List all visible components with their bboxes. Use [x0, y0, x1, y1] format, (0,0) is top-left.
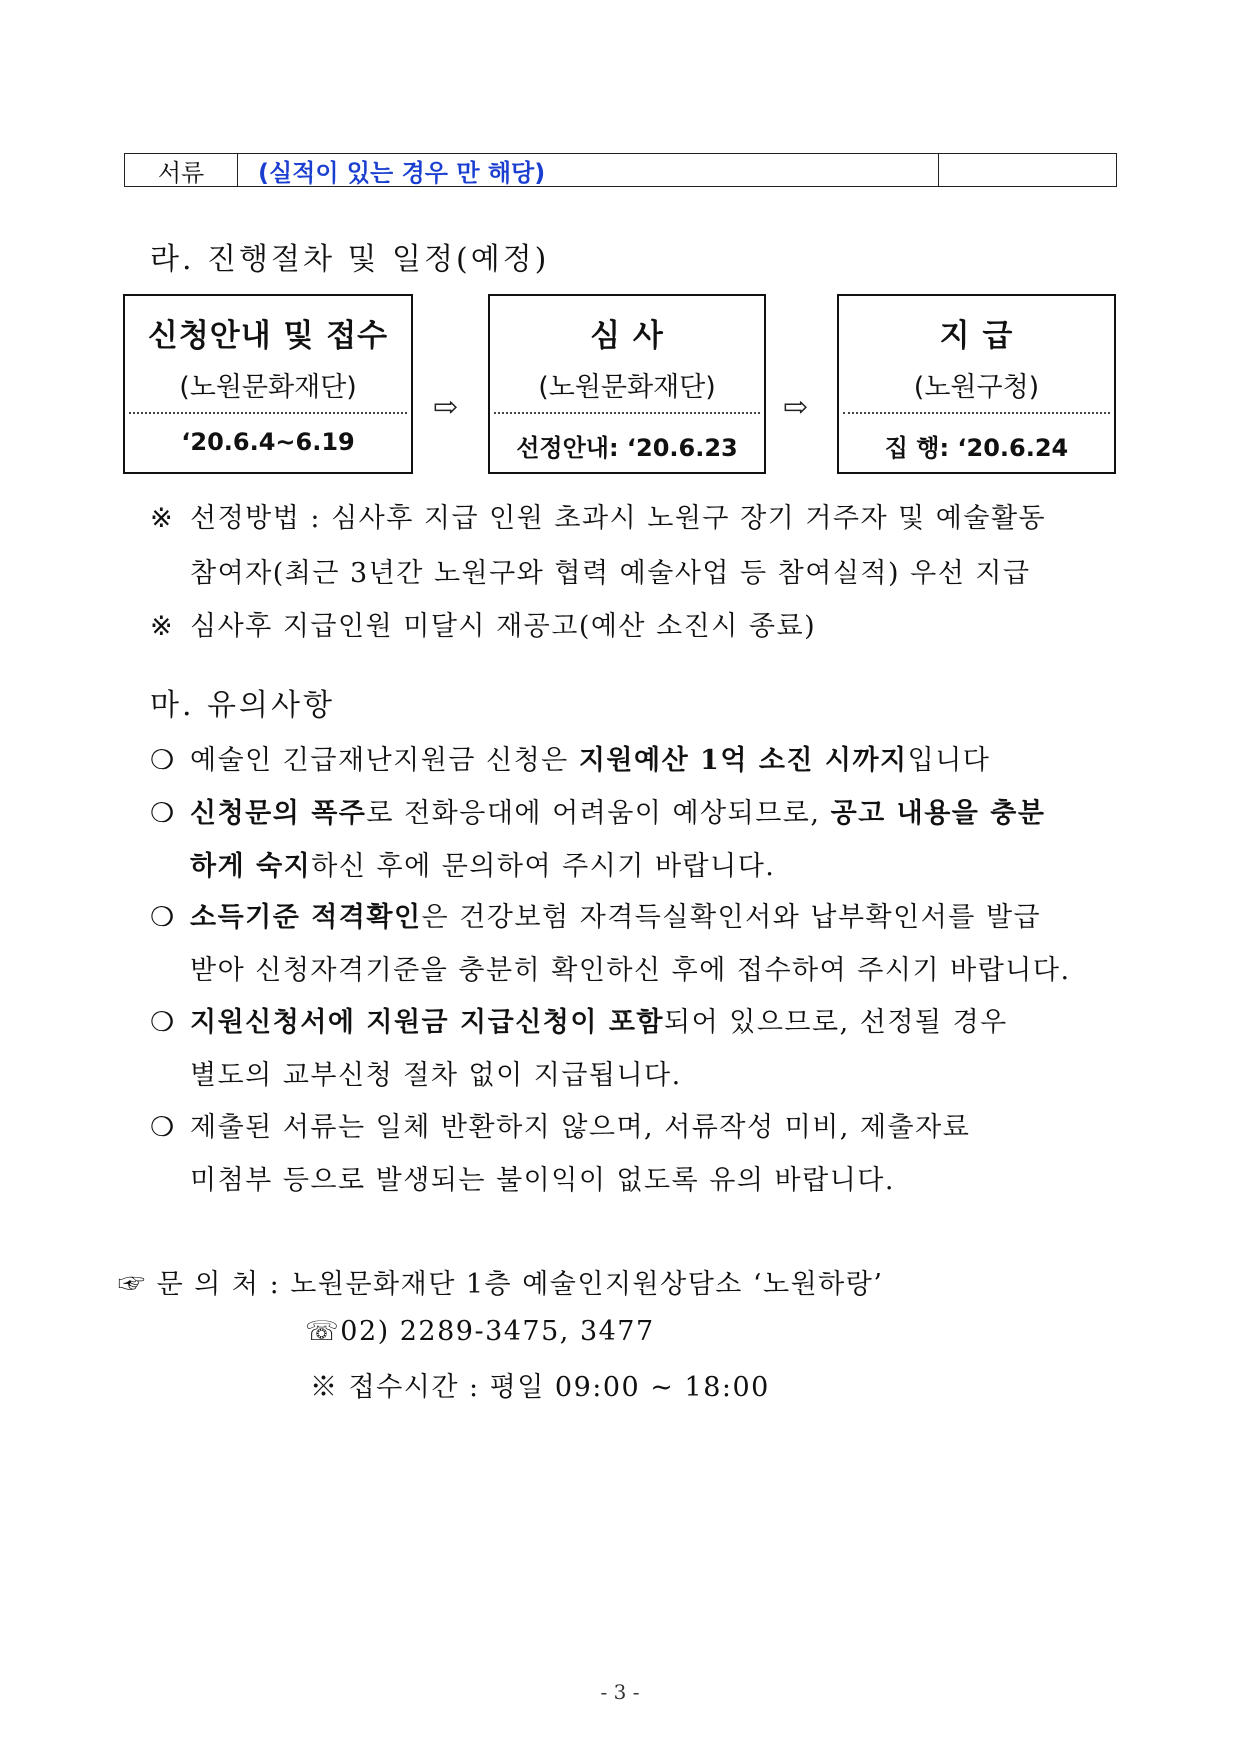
reference-mark: ※: [150, 611, 175, 642]
caution-item-1: [150, 738, 990, 777]
caution-item-4-cont: 별도의 교부신청 절차 없이 지급됩니다.: [190, 1060, 682, 1091]
process-step-title: 신청안내 및 접수: [147, 318, 389, 354]
process-step-payment: [837, 294, 1116, 474]
caution-item-3: [150, 895, 1041, 934]
bullet-circle-icon: ❍: [150, 798, 176, 829]
caution-emphasis: 하게 숙지: [190, 851, 312, 882]
process-step-org: (노원문화재단): [538, 372, 716, 403]
process-step-org: (노원문화재단): [179, 372, 357, 403]
caution-text: 되어 있으므로, 선정될 경우: [664, 1007, 1008, 1038]
dotted-divider: [843, 412, 1110, 414]
caution-emphasis: 공고 내용을 충분: [830, 798, 1046, 829]
process-step-review: [488, 294, 766, 474]
caution-text: 예술인 긴급재난지원금 신청은: [190, 745, 579, 776]
caution-item-2-cont: [190, 844, 775, 883]
process-step-title: 심 사: [590, 318, 664, 354]
table-note-cell: (실적이 있는 경우 만 해당): [238, 154, 939, 186]
table-label-cell: 서류: [125, 154, 238, 186]
process-step-date: 선정안내: ‘20.6.23: [516, 434, 738, 462]
process-step-title: 지 급: [939, 318, 1014, 354]
phone-icon: ☏: [305, 1316, 341, 1347]
caution-text: 제출된 서류는 일체 반환하지 않으며, 서류작성 미비, 제출자료: [190, 1112, 971, 1143]
process-step-date: ‘20.6.4~6.19: [181, 428, 355, 456]
caution-item-5-cont: 미첨부 등으로 발생되는 불이익이 없도록 유의 바랍니다.: [190, 1165, 895, 1196]
note-readvertise: [150, 604, 816, 643]
section-title-cautions: 마. 유의사항: [150, 688, 335, 723]
contact-line: [118, 1262, 883, 1301]
caution-emphasis: 소득기준 적격확인: [190, 902, 422, 933]
caution-item-4: [150, 1000, 1008, 1039]
section-title-procedure: 라. 진행절차 및 일정(예정): [150, 242, 550, 277]
bullet-circle-icon: ❍: [150, 902, 176, 933]
reference-mark: ※: [150, 503, 175, 534]
caution-item-5: [150, 1105, 970, 1144]
pointing-hand-icon: ☞: [118, 1269, 147, 1300]
caution-emphasis: 지원신청서에 지원금 지급신청이 포함: [190, 1007, 665, 1038]
bullet-circle-icon: ❍: [150, 1007, 176, 1038]
caution-emphasis: 신청문의 폭주: [190, 798, 367, 829]
bullet-circle-icon: ❍: [150, 1112, 176, 1143]
caution-text: 은 건강보험 자격득실확인서와 납부확인서를 발급: [421, 902, 1042, 933]
caution-text: 로 전화응대에 어려움이 예상되므로,: [366, 798, 831, 829]
note-selection-method: [150, 496, 1046, 535]
caution-text: 하신 후에 문의하여 주시기 바랍니다.: [311, 851, 776, 882]
note-text: 선정방법 : 심사후 지급 인원 초과시 노원구 장기 거주자 및 예술활동: [190, 503, 1047, 534]
dotted-divider: [129, 412, 407, 414]
caution-item-3-cont: 받아 신청자격기준을 충분히 확인하신 후에 접수하여 주시기 바랍니다.: [190, 955, 1071, 986]
caution-text: 입니다: [907, 745, 991, 776]
contact-phone-line: [305, 1316, 655, 1347]
bullet-circle-icon: ❍: [150, 745, 176, 776]
table-empty-cell: [939, 154, 1116, 186]
contact-phone: 02) 2289-3475, 3477: [340, 1316, 655, 1347]
process-step-apply: [123, 294, 413, 474]
note-text: 심사후 지급인원 미달시 재공고(예산 소진시 종료): [190, 611, 817, 642]
contact-place: 노원문화재단 1층 예술인지원상담소 ‘노원하랑’: [290, 1269, 884, 1300]
contact-hours: ※ 접수시간 : 평일 09:00 ~ 18:00: [310, 1372, 770, 1403]
process-step-org: (노원구청): [913, 372, 1040, 403]
page-number: - 3 -: [600, 1680, 640, 1704]
arrow-right-icon: ⇨: [783, 390, 809, 425]
dotted-divider: [494, 412, 760, 414]
caution-item-2: [150, 791, 1045, 830]
process-step-date: 집 행: ‘20.6.24: [884, 434, 1069, 462]
arrow-right-icon: ⇨: [433, 390, 459, 425]
caution-emphasis: 지원예산 1억 소진 시까지: [578, 745, 908, 776]
contact-label: 문 의 처 :: [156, 1269, 281, 1300]
note-selection-method-cont: 참여자(최근 3년간 노원구와 협력 예술사업 등 참여실적) 우선 지급: [190, 558, 1031, 589]
document-table-row: [124, 153, 1117, 187]
